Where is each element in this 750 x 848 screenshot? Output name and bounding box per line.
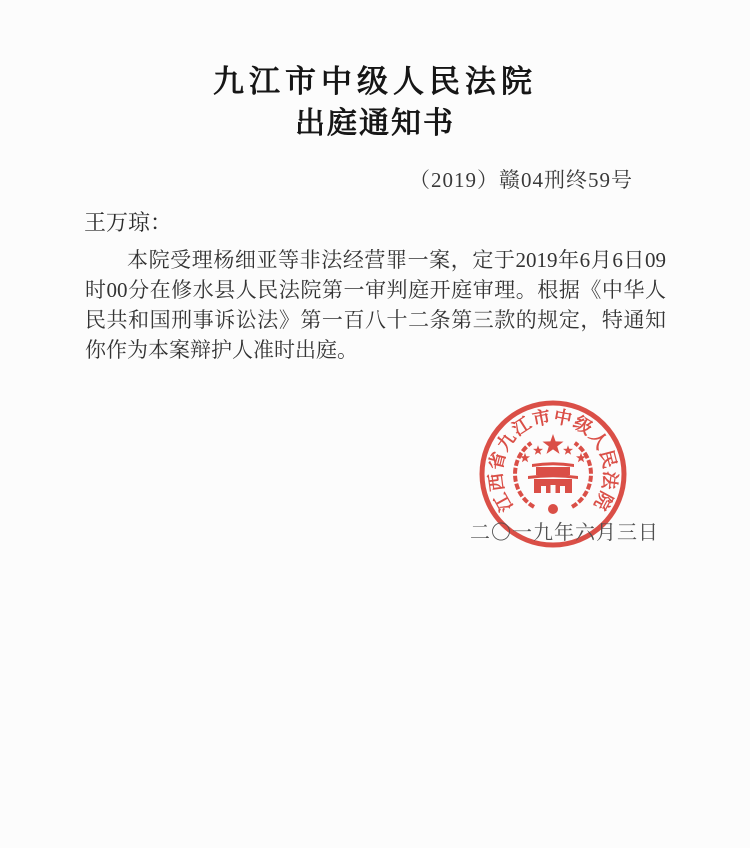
issue-date: 二〇一九年六月三日 xyxy=(470,522,659,544)
court-name: 九江市中级人民法院 xyxy=(213,64,537,99)
case-number: （2019）赣04刑终59号 xyxy=(409,168,633,192)
document-title: 出庭通知书 xyxy=(295,107,455,140)
addressee-name: 王万琼： xyxy=(84,210,173,235)
small-star-icon xyxy=(563,445,573,455)
seal-ring-text: 江西省九江市中级人民法院 xyxy=(485,406,621,516)
gear-icon xyxy=(548,504,558,514)
notice-body-text: 本院受理杨细亚等非法经营罪一案，定于2019年6月6日09时00分在修水县人民法院第一审判庭开庭审理。根据《中华人民共和国刑事诉讼法》第一百八十二条第三款的规定，特通知你作为本案辩护人准时出庭。 xyxy=(85,248,666,362)
wreath-icon xyxy=(515,443,534,507)
wreath-icon xyxy=(572,443,591,507)
tiananmen-icon xyxy=(528,462,578,493)
small-star-icon xyxy=(533,445,543,455)
national-emblem-icon xyxy=(515,434,591,514)
document-header xyxy=(0,0,750,144)
big-star-icon xyxy=(543,434,564,454)
